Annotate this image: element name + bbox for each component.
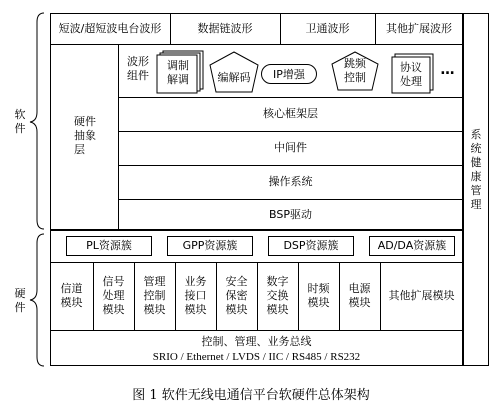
waveform-datalink: 数据链波形 — [197, 21, 253, 35]
adda-resource-cluster: AD/DA资源簇 — [369, 236, 455, 256]
security-module: 安全 保密 模块 — [225, 275, 248, 316]
service-interface-module: 业务 接口 模块 — [184, 275, 207, 316]
other-extension-module: 其他扩展模块 — [388, 289, 455, 302]
dsp-resource-cluster: DSP资源簇 — [268, 236, 354, 256]
software-label: 软 件 — [14, 108, 26, 135]
protocol-label: 协议 处理 — [400, 61, 422, 88]
modem-label: 调制 解调 — [167, 59, 189, 86]
pl-resource-cluster: PL资源簇 — [66, 236, 152, 256]
hardware-label: 硬 件 — [14, 287, 26, 314]
channel-module: 信道 模块 — [60, 282, 83, 309]
bus-protocols: SRIO / Ethernet / LVDS / IIC / RS485 / RS232 — [152, 350, 361, 363]
waveform-satcom: 卫通波形 — [305, 21, 350, 35]
waveform-component-label: 波形 组件 — [127, 55, 149, 82]
bsp-driver-layer: BSP驱动 — [269, 207, 312, 221]
waveform-other: 其他扩展波形 — [386, 21, 452, 35]
power-module: 电源 模块 — [348, 282, 371, 309]
figure-caption: 图 1 软件无线电通信平台软硬件总体架构 — [132, 388, 370, 403]
middleware-layer: 中间件 — [274, 141, 307, 154]
waveform-hf-vhf: 短波/超短波电台波形 — [58, 21, 162, 35]
hardware-abstraction-layer: 硬件 抽象 层 — [74, 115, 96, 156]
fh-control-label: 跳频 控制 — [344, 57, 366, 84]
management-control-module: 管理 控制 模块 — [143, 275, 166, 316]
more-ellipsis: … — [440, 62, 456, 78]
operating-system-layer: 操作系统 — [268, 175, 313, 188]
ip-enhance-component: IP增强 — [261, 64, 317, 84]
time-frequency-module: 时频 模块 — [307, 282, 330, 309]
codec-label: 编解码 — [217, 71, 251, 84]
core-framework-layer: 核心框架层 — [263, 107, 318, 120]
system-health-management: 系 统 健 康 管 理 — [470, 128, 482, 211]
digital-switch-module: 数字 交换 模块 — [266, 275, 289, 316]
gpp-resource-cluster: GPP资源簇 — [167, 236, 253, 256]
bus-title: 控制、管理、业务总线 — [201, 334, 312, 348]
signal-processing-module: 信号 处理 模块 — [102, 275, 125, 316]
